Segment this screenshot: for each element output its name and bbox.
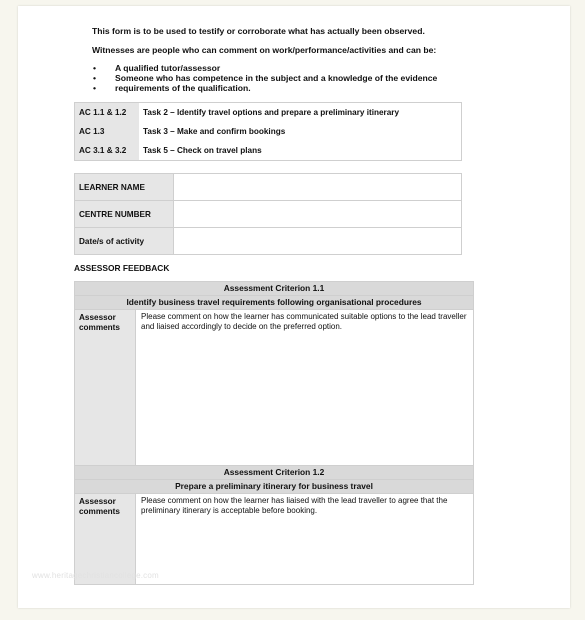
table-row [75,201,462,228]
ac-code: AC 1.3 [75,122,140,141]
assessor-feedback-heading: ASSESSOR FEEDBACK [74,263,170,273]
centre-number-field[interactable] [174,201,462,228]
assessor-comments-label: Assessor comments [75,494,135,584]
criterion-title: Assessment Criterion 1.2 [75,466,473,480]
ac-code: AC 3.1 & 3.2 [75,141,140,161]
criterion-1-2-block [74,465,474,585]
learner-name-label: LEARNER NAME [75,174,174,201]
assessment-criteria-table [74,102,462,161]
learner-details-table [74,173,462,255]
criterion-1-1-block [74,281,474,467]
table-row [75,174,462,201]
ac-task: Task 2 – Identify travel options and prepare a preliminary itinerary [143,108,400,117]
intro-section [92,26,492,93]
centre-number-label: CENTRE NUMBER [75,201,174,228]
assessor-comments-field[interactable]: Please comment on how the learner has communicated suitable options to the lead traveller and liaised accordingly to decide on the preferred option. [135,310,473,466]
list-item: • Someone who has competence in the subject and a knowledge of the evidence [92,73,492,83]
comment-row [75,310,473,466]
list-item-continuation: requirements of the qualification. [115,83,251,93]
criterion-title: Assessment Criterion 1.1 [75,282,473,296]
activity-date-field[interactable] [174,228,462,255]
table-row [75,141,462,161]
table-row [75,103,462,123]
assessor-comments-field[interactable]: Please comment on how the learner has liaised with the lead traveller to agree that the preliminary itinerary is acceptable before booking. [135,494,473,584]
table-row [75,228,462,255]
ac-code: AC 1.1 & 1.2 [75,103,140,123]
list-item [92,83,492,93]
assessor-comments-label: Assessor comments [75,310,135,466]
list-item: • A qualified tutor/assessor [92,63,492,73]
intro-line-1: This form is to be used to testify or corroborate what has actually been observed. [92,26,425,36]
criterion-subtitle: Identify business travel requirements following organisational procedures [75,296,473,310]
table-row [75,122,462,141]
witness-list [92,63,492,93]
ac-task: Task 3 – Make and confirm bookings [143,127,286,136]
learner-name-field[interactable] [174,174,462,201]
intro-line-2: Witnesses are people who can comment on work/performance/activities and can be: [92,45,437,55]
activity-date-label: Date/s of activity [75,228,174,255]
criterion-subtitle: Prepare a preliminary itinerary for business travel [75,480,473,494]
watermark: www.heritagechristiancollege.com [32,571,159,580]
ac-task: Task 5 – Check on travel plans [143,146,262,155]
